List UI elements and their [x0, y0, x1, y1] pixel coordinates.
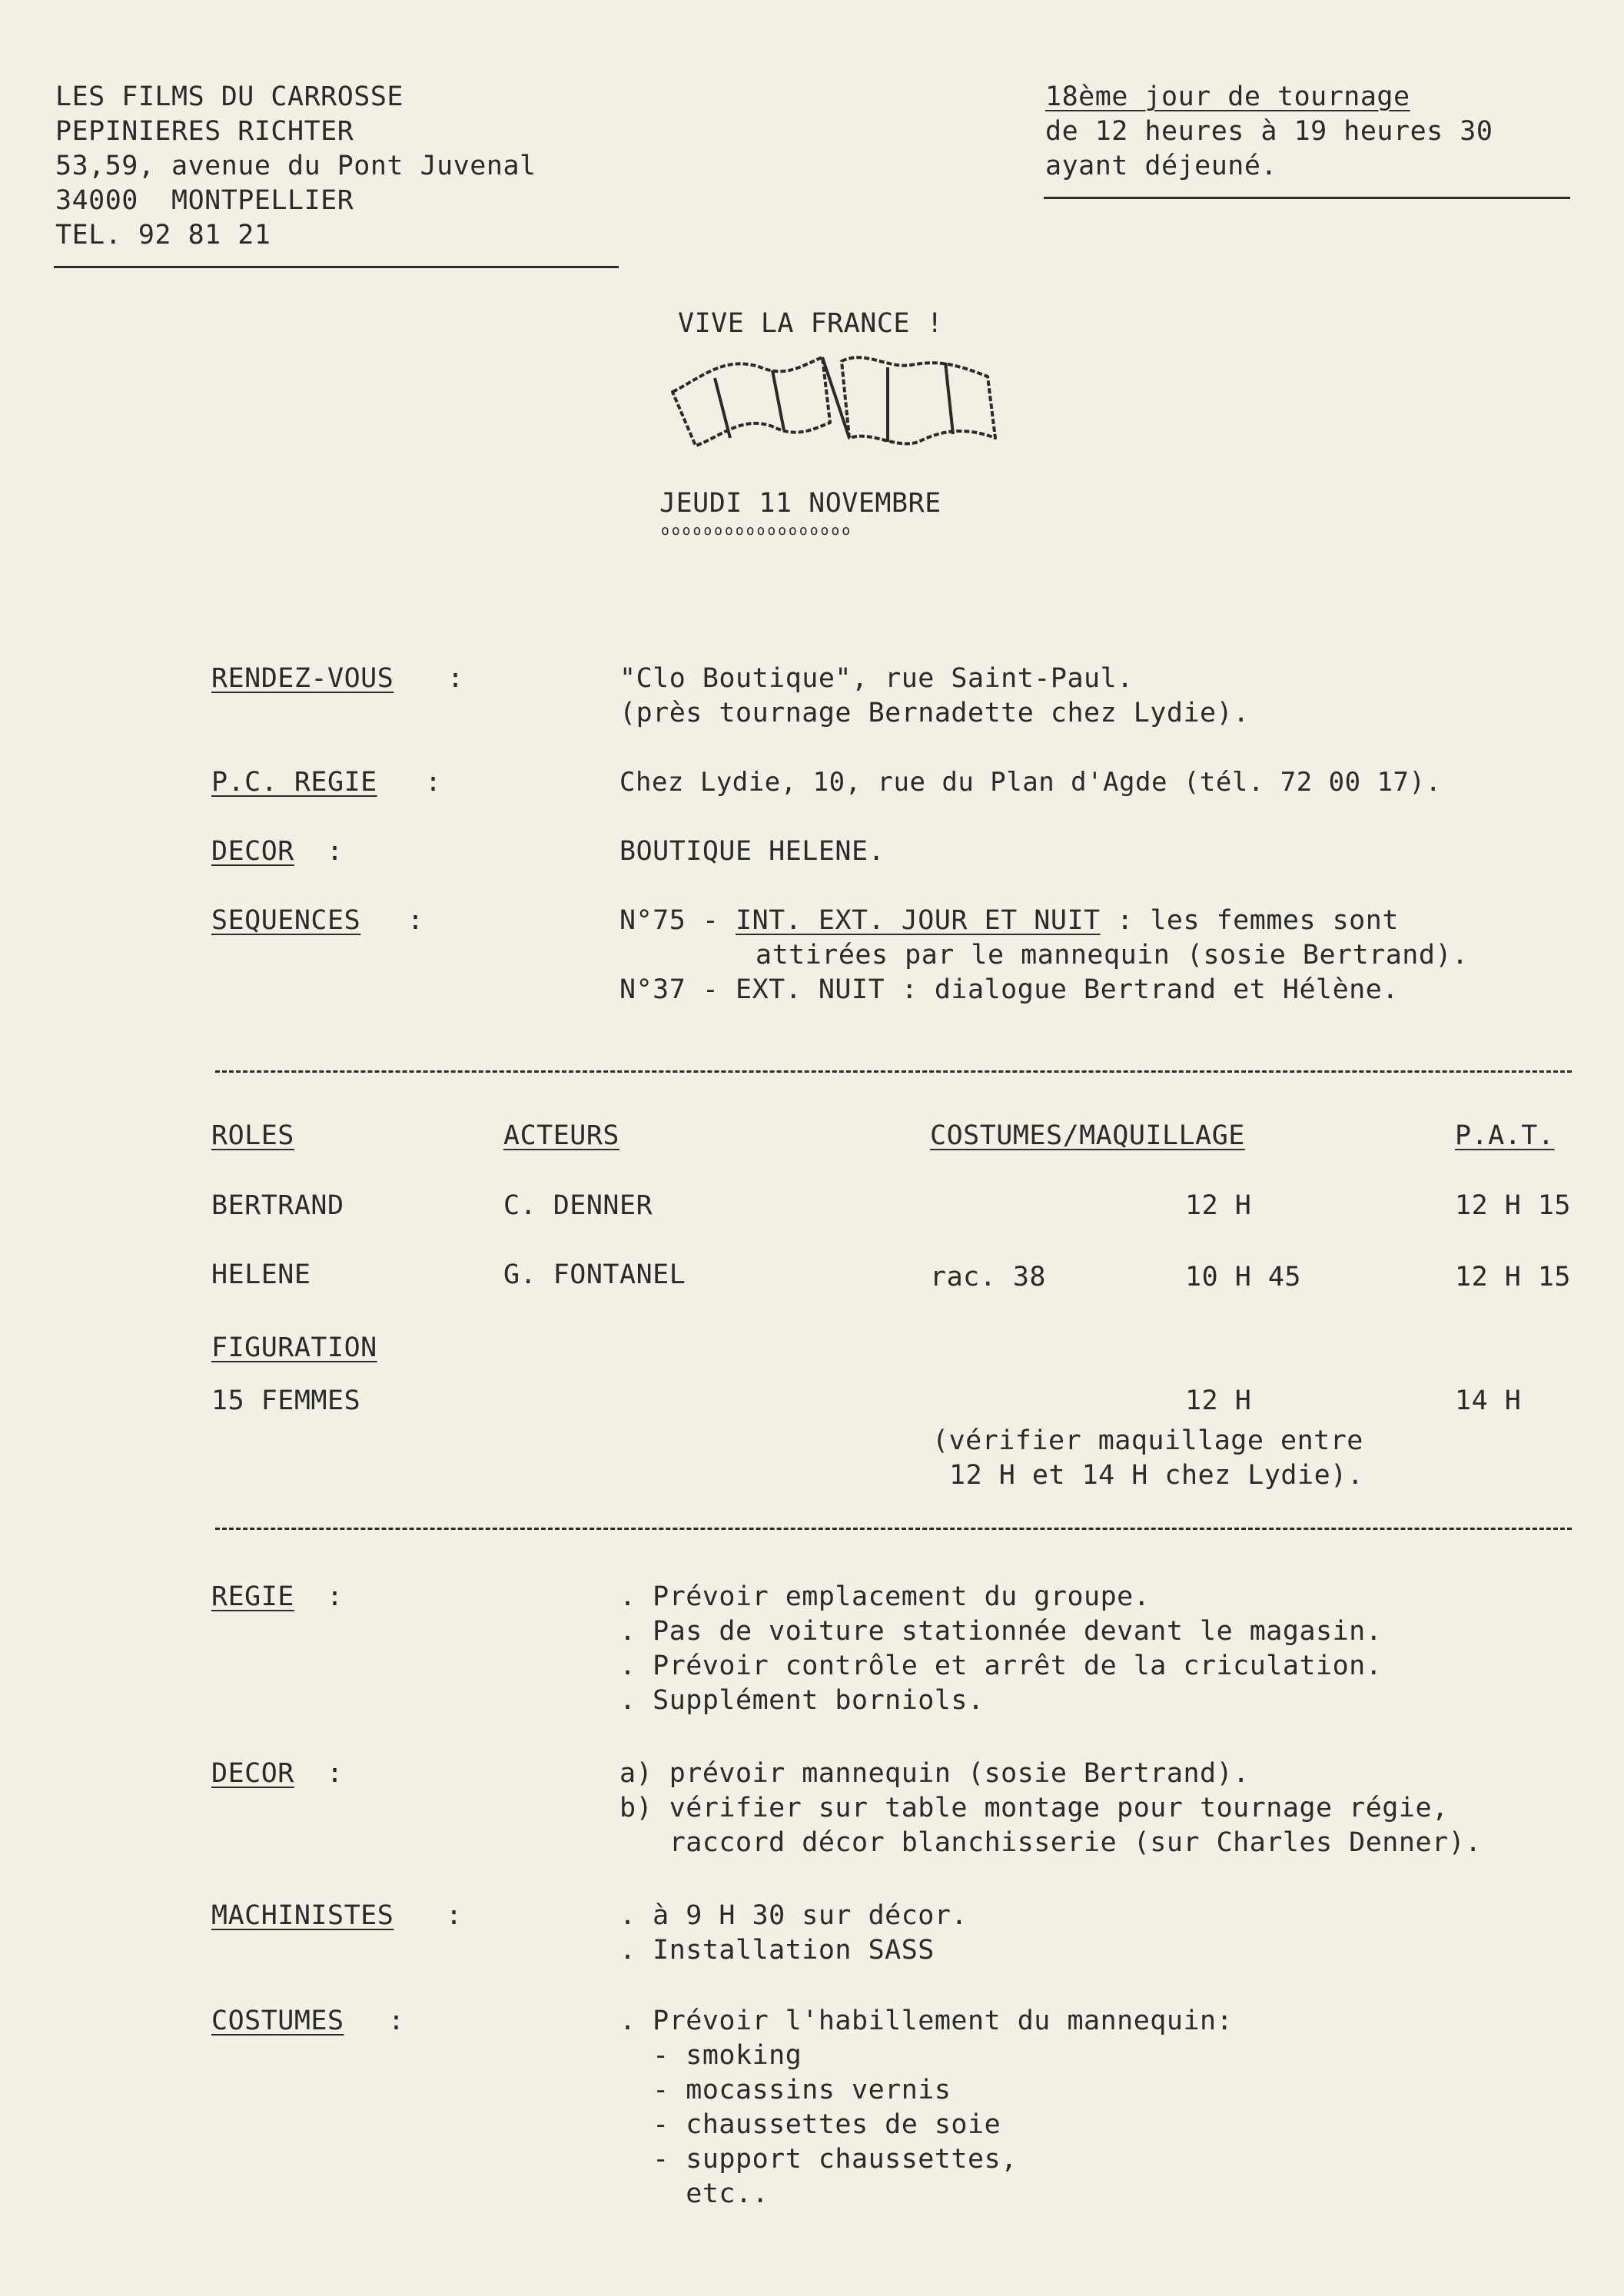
rdv-colon: : — [447, 663, 464, 694]
list-item: . à 9 H 30 sur décor. — [619, 1900, 968, 1931]
costumes-label: COSTUMES — [211, 2006, 344, 2036]
costume-time: 10 H 45 — [1185, 1262, 1302, 1292]
regie-label: REGIE — [211, 1581, 294, 1612]
company-address: 53,59, avenue du Pont Juvenal — [55, 151, 536, 181]
list-item: . Prévoir emplacement du groupe. — [619, 1581, 1151, 1612]
pat-time: 12 H 15 — [1455, 1190, 1572, 1221]
list-item: . Installation SASS — [619, 1935, 935, 1966]
list-item: - support chaussettes, — [619, 2144, 1018, 2175]
company-phone: TEL. 92 81 21 — [55, 220, 271, 251]
figuration-label: FIGURATION — [211, 1332, 377, 1363]
list-item: . Prévoir contrôle et arrêt de la criculation. — [619, 1651, 1383, 1681]
company-name: LES FILMS DU CARROSSE — [55, 81, 404, 112]
actor-name: C. DENNER — [503, 1190, 653, 1221]
letterhead-rule — [54, 266, 619, 268]
pc-regie-value: Chez Lydie, 10, rue du Plan d'Agde (tél. 72 00 17). — [619, 767, 1442, 798]
shoot-note: ayant déjeuné. — [1045, 151, 1278, 181]
header-roles: ROLES — [211, 1120, 294, 1151]
pat-time: 12 H 15 — [1455, 1262, 1572, 1292]
pat-time: 14 H — [1455, 1385, 1522, 1416]
list-item: etc.. — [619, 2178, 769, 2209]
separator-1 — [215, 1070, 1572, 1073]
pc-regie-colon: : — [425, 767, 442, 798]
sequence-75-text: : les femmes sont — [1100, 905, 1399, 936]
sequence-75 — [619, 903, 1399, 938]
flags-icon — [657, 346, 1011, 461]
list-item: - smoking — [619, 2040, 802, 2071]
pc-regie-label: P.C. REGIE — [211, 767, 377, 798]
sequence-75-number: N°75 - — [619, 905, 736, 936]
shoot-date: JEUDI 11 NOVEMBRE — [659, 488, 942, 519]
list-item: b) vérifier sur table montage pour tournage régie, — [619, 1793, 1449, 1823]
shoot-hours: de 12 heures à 19 heures 30 — [1045, 116, 1493, 147]
company-city: 34000 MONTPELLIER — [55, 185, 354, 216]
list-item: . Pas de voiture stationnée devant le magasin. — [619, 1616, 1383, 1647]
shoot-day-title: 18ème jour de tournage — [1045, 81, 1410, 112]
shoot-info-rule — [1044, 197, 1570, 199]
figuration-note-1: (vérifier maquillage entre — [932, 1425, 1363, 1456]
list-item: . Supplément borniols. — [619, 1685, 985, 1716]
sequence-37: N°37 - EXT. NUIT : dialogue Bertrand et Hélène. — [619, 974, 1399, 1005]
decor-notes-colon: : — [327, 1758, 344, 1789]
sequence-75-continued: attirées par le mannequin (sosie Bertrand). — [756, 940, 1469, 970]
date-underline-dots: oooooooooooooooooo — [661, 523, 853, 539]
header-acteurs: ACTEURS — [503, 1120, 620, 1151]
role-name: HELENE — [211, 1259, 311, 1290]
film-title: VIVE LA FRANCE ! — [678, 308, 944, 339]
role-name: BERTRAND — [211, 1190, 344, 1221]
regie-colon: : — [327, 1581, 344, 1612]
costume-time: 12 H — [1185, 1190, 1252, 1221]
company-line: PEPINIERES RICHTER — [55, 116, 354, 147]
list-item: - mocassins vernis — [619, 2075, 951, 2105]
decor-colon: : — [327, 836, 344, 867]
decor-notes-label: DECOR — [211, 1758, 294, 1789]
costumes-colon: : — [388, 2006, 405, 2036]
machinistes-label: MACHINISTES — [211, 1900, 394, 1931]
header-pat: P.A.T. — [1455, 1120, 1555, 1151]
sequences-label: SEQUENCES — [211, 905, 361, 936]
rdv-line1: "Clo Boutique", rue Saint-Paul. — [619, 663, 1134, 694]
figuration-note-2: 12 H et 14 H chez Lydie). — [949, 1460, 1364, 1491]
decor-value: BOUTIQUE HELENE. — [619, 836, 885, 867]
raccord: rac. 38 — [930, 1262, 1047, 1292]
list-item: a) prévoir mannequin (sosie Bertrand). — [619, 1758, 1250, 1789]
separator-2 — [215, 1528, 1572, 1530]
decor-label: DECOR — [211, 836, 294, 867]
rdv-label: RENDEZ-VOUS — [211, 663, 394, 694]
rdv-line2: (près tournage Bernadette chez Lydie). — [619, 698, 1250, 728]
header-costumes: COSTUMES/MAQUILLAGE — [930, 1120, 1245, 1151]
sequences-colon: : — [407, 905, 424, 936]
list-item: - chaussettes de soie — [619, 2109, 1001, 2140]
figuration-role: 15 FEMMES — [211, 1385, 361, 1416]
actor-name: G. FONTANEL — [503, 1259, 686, 1290]
list-item: raccord décor blanchisserie (sur Charles Denner). — [619, 1827, 1482, 1858]
machinistes-colon: : — [446, 1900, 463, 1931]
sequence-75-heading: INT. EXT. JOUR ET NUIT — [736, 905, 1101, 936]
costume-time: 12 H — [1185, 1385, 1252, 1416]
list-item: . Prévoir l'habillement du mannequin: — [619, 2006, 1234, 2036]
